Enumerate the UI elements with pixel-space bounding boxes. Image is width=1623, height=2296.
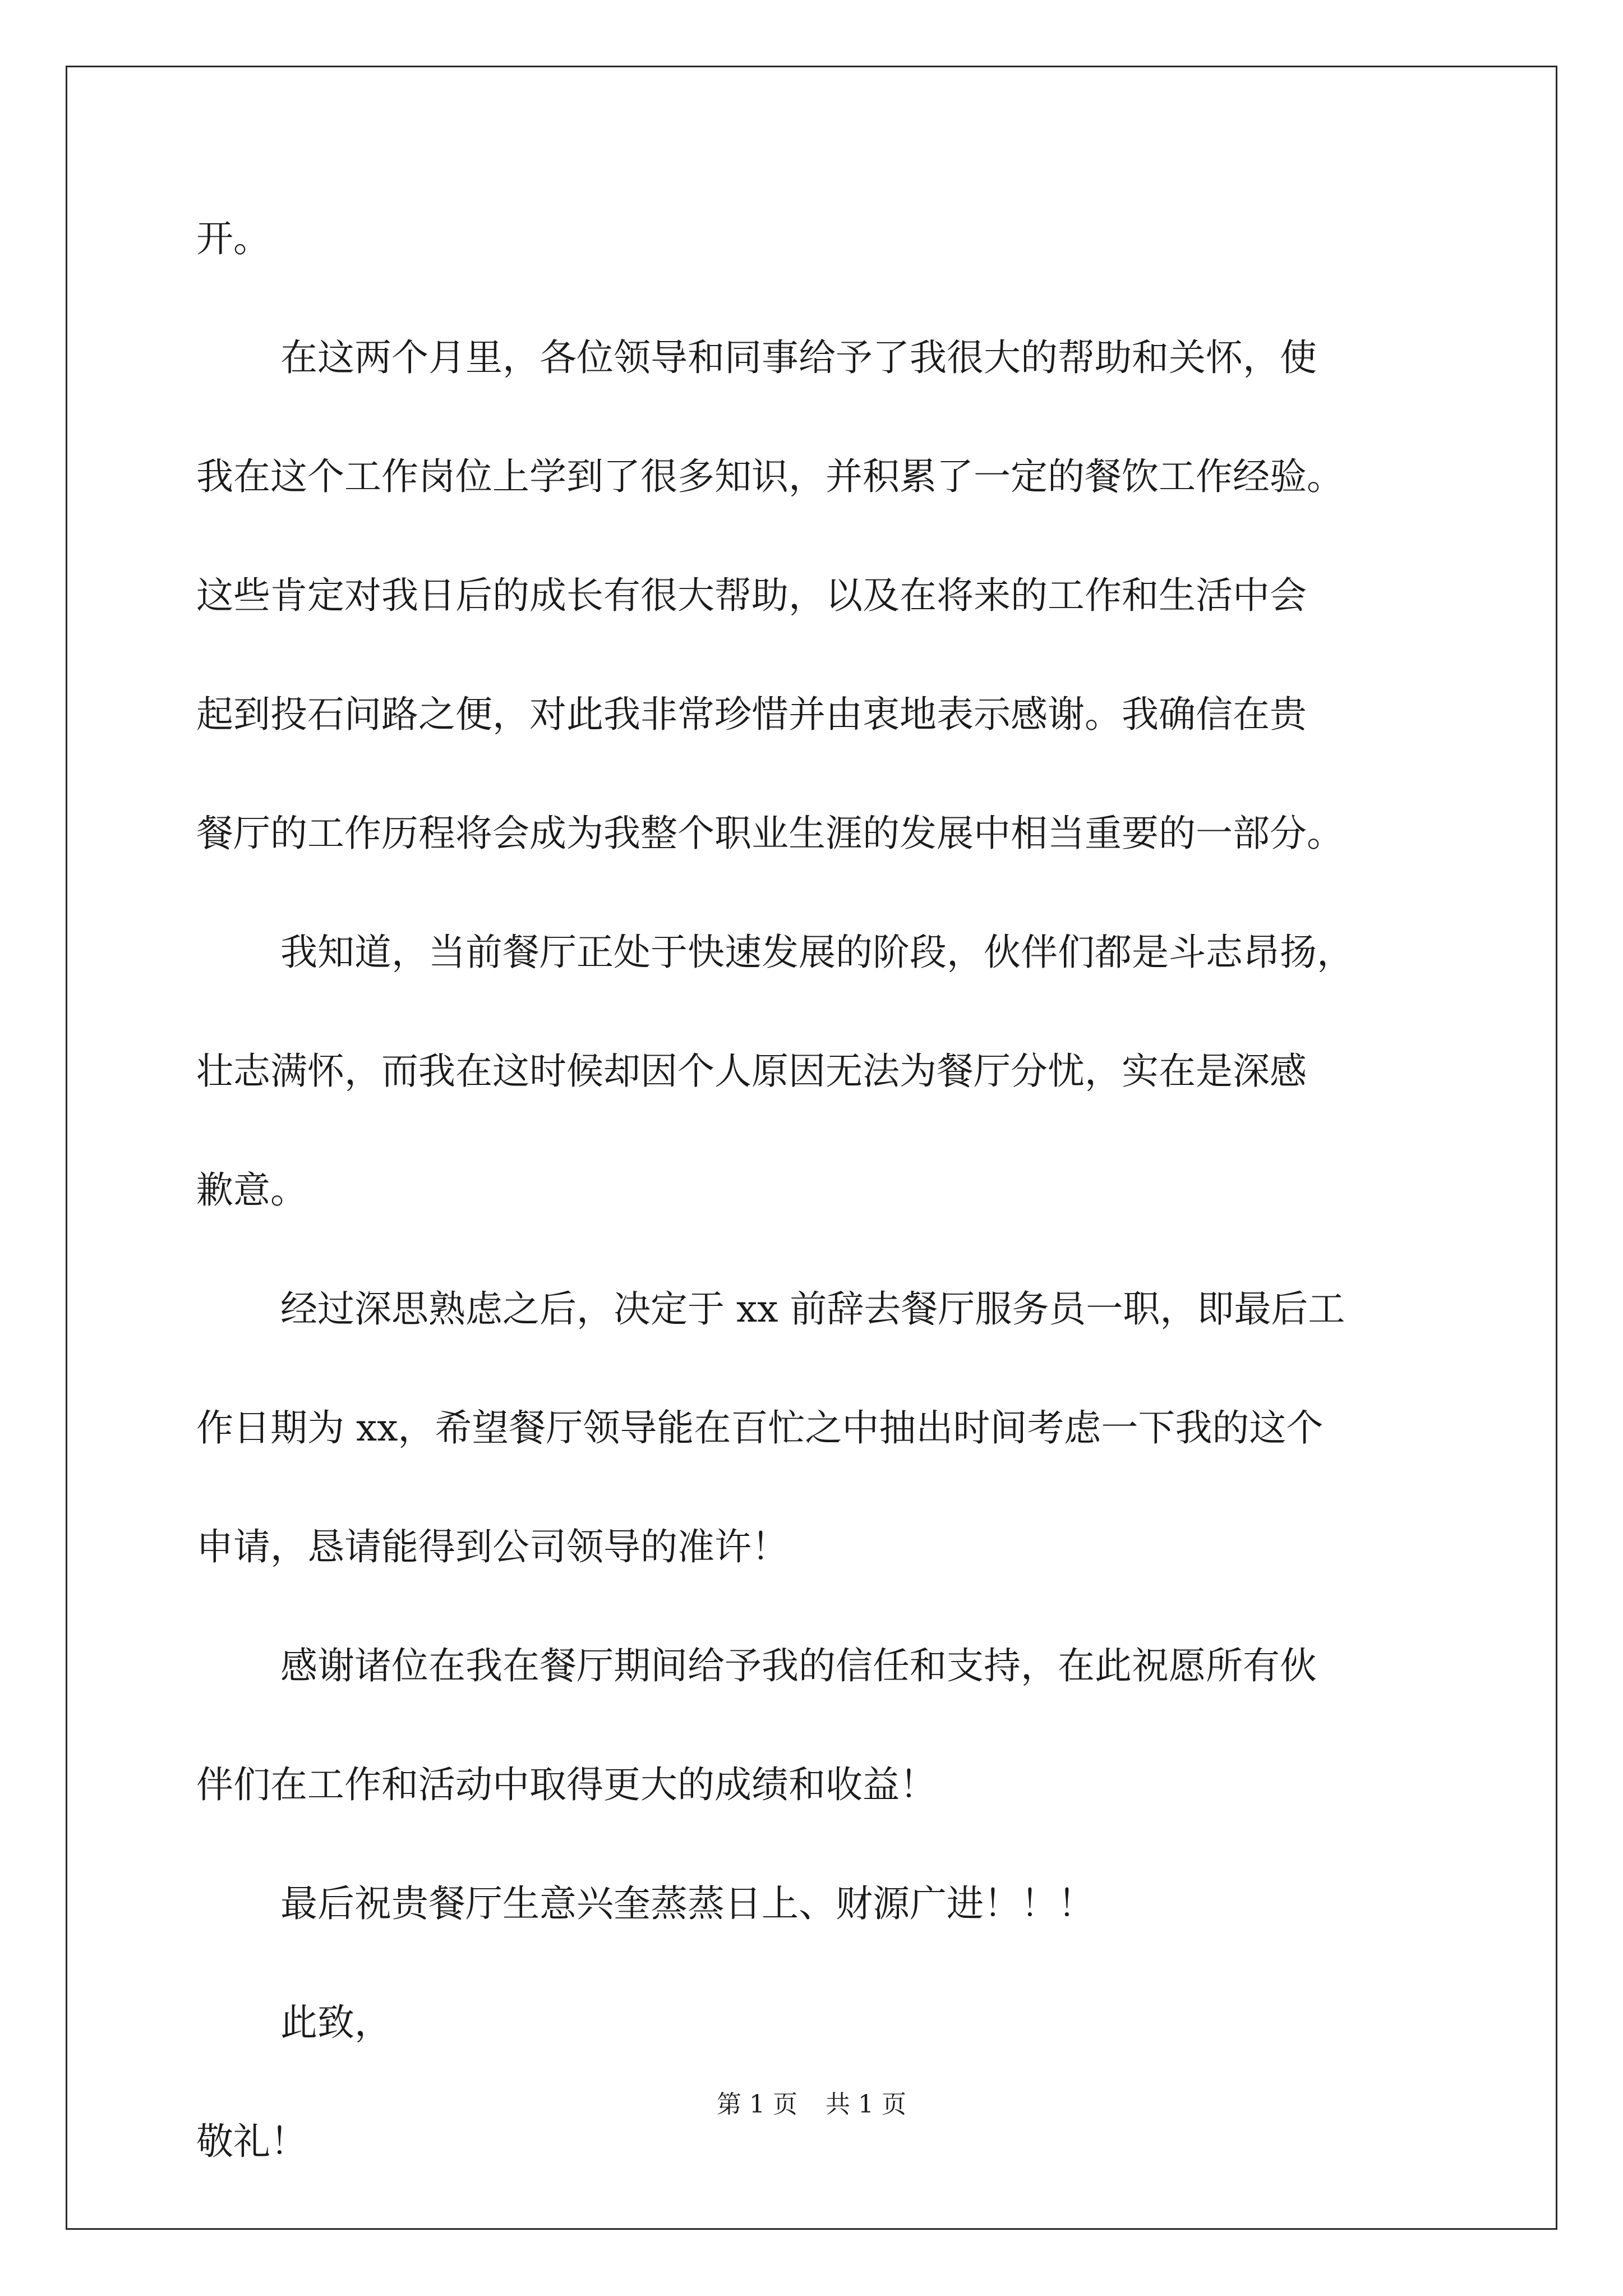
body-line-15: 最后祝贵餐厅生意兴奎蒸蒸日上、财源广进！！！ xyxy=(280,1882,1095,1925)
page-number: 第 1 页 xyxy=(717,2090,797,2119)
body-line-7: 我知道，当前餐厅正处于快速发展的阶段，伙伴们都是斗志昂扬， xyxy=(280,931,1354,974)
body-line-11: 作日期为 xx，希望餐厅领导能在百忙之中抽出时间考虑一下我的这个 xyxy=(196,1406,1324,1450)
body-line-6: 餐厅的工作历程将会成为我整个职业生涯的发展中相当重要的一部分。 xyxy=(196,812,1344,855)
body-line-5: 起到投石问路之便，对此我非常珍惜并由衷地表示感谢。我确信在贵 xyxy=(196,693,1307,736)
closing-regards: 敬礼！ xyxy=(196,2120,307,2163)
body-line-4: 这些肯定对我日后的成长有很大帮助，以及在将来的工作和生活中会 xyxy=(196,574,1307,617)
body-line-10: 经过深思熟虑之后，决定于 xx 前辞去餐厅服务员一职，即最后工 xyxy=(280,1287,1345,1331)
body-line-2: 在这两个月里，各位领导和同事给予了我很大的帮助和关怀，使 xyxy=(280,336,1317,379)
body-line-12: 申请，恳请能得到公司领导的准许！ xyxy=(196,1525,789,1568)
body-line-13: 感谢诸位在我在餐厅期间给予我的信任和支持，在此祝愿所有伙 xyxy=(280,1644,1317,1687)
closing-salutation: 此致， xyxy=(280,2001,391,2044)
body-line-3: 我在这个工作岗位上学到了很多知识，并积累了一定的餐饮工作经验。 xyxy=(196,455,1344,498)
page-footer xyxy=(0,2084,1623,2120)
body-line-14: 伴们在工作和活动中取得更大的成绩和收益！ xyxy=(196,1763,937,1806)
letter-body xyxy=(196,180,1436,2201)
page-total: 共 1 页 xyxy=(826,2090,906,2119)
body-line-8: 壮志满怀，而我在这时候却因个人原因无法为餐厅分忧，实在是深感 xyxy=(196,1050,1307,1093)
body-line-1: 开。 xyxy=(196,217,270,260)
body-line-9: 歉意。 xyxy=(196,1168,307,1212)
